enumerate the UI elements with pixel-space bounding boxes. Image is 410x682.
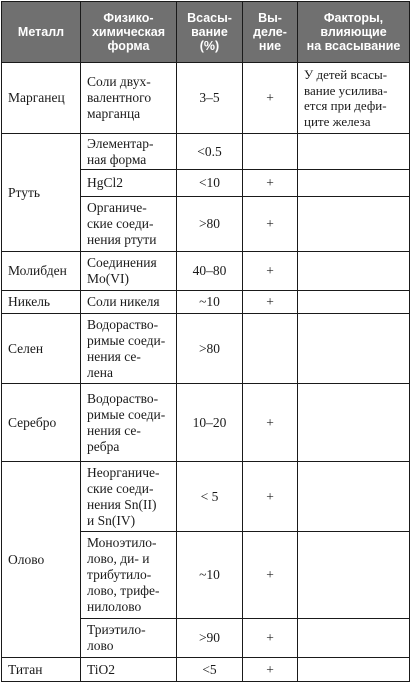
form-line: валентного xyxy=(87,90,152,105)
table-row xyxy=(2,134,410,170)
absorption-cell: ~10 xyxy=(177,532,243,619)
factor-line: ется при дефи- xyxy=(304,98,387,113)
form-cell xyxy=(81,134,177,170)
form-line: римые соеди- xyxy=(87,332,166,348)
factors-cell xyxy=(298,619,410,658)
header-absorption xyxy=(177,2,243,63)
form-cell xyxy=(81,252,177,291)
factors-cell xyxy=(298,134,410,170)
excretion-cell: + xyxy=(243,462,298,532)
form-line: лово xyxy=(87,638,114,653)
factor-line: вание усилива- xyxy=(304,82,388,98)
metal-cell: Ртуть xyxy=(2,134,81,252)
header-line: на всасывание xyxy=(306,39,401,53)
form-cell xyxy=(81,532,177,619)
form-line: ские соеди- xyxy=(87,216,154,231)
metal-cell: Никель xyxy=(2,291,81,314)
form-cell xyxy=(81,658,177,682)
excretion-cell: + xyxy=(243,658,298,682)
factors-cell xyxy=(298,170,410,197)
metal-cell: Титан xyxy=(2,658,81,682)
table-row xyxy=(2,658,410,682)
form-line: ребра xyxy=(87,438,120,454)
metals-absorption-table xyxy=(1,1,410,682)
form-line: Соли никеля xyxy=(87,294,160,309)
absorption-cell: 10–20 xyxy=(177,384,243,462)
header-excretion xyxy=(243,2,298,63)
absorption-cell: <10 xyxy=(177,170,243,197)
excretion-cell: + xyxy=(243,63,298,134)
absorption-cell: >90 xyxy=(177,619,243,658)
absorption-cell: <5 xyxy=(177,658,243,682)
absorption-cell: < 5 xyxy=(177,462,243,532)
form-line: Соли двух- xyxy=(87,74,151,89)
header-factors xyxy=(298,2,410,63)
form-line: Триэтило- xyxy=(87,622,146,637)
header-line: химическая xyxy=(91,25,166,39)
form-line: HgCl2 xyxy=(87,175,124,190)
form-line: Органиче- xyxy=(87,200,147,215)
header-line: Всасы- xyxy=(187,11,232,25)
factors-cell xyxy=(298,532,410,619)
form-line: Неорганиче- xyxy=(87,464,160,480)
form-line: ские соеди- xyxy=(87,480,154,496)
excretion-cell: + xyxy=(243,252,298,291)
form-line: лена xyxy=(87,364,113,380)
metal-cell: Марганец xyxy=(2,63,81,134)
form-line: Элементар- xyxy=(87,135,154,151)
absorption-cell: 40–80 xyxy=(177,252,243,291)
table-row xyxy=(2,291,410,314)
excretion-cell: + xyxy=(243,170,298,197)
excretion-cell xyxy=(243,134,298,170)
form-line: TiO2 xyxy=(87,661,116,677)
absorption-cell: ~10 xyxy=(177,291,243,314)
header-line: влияющие xyxy=(320,25,387,39)
factors-cell xyxy=(298,314,410,384)
header-line: ние xyxy=(258,39,282,53)
excretion-cell: + xyxy=(243,291,298,314)
form-line: трибутило- xyxy=(87,567,152,582)
form-cell xyxy=(81,384,177,462)
table-row xyxy=(2,384,410,462)
form-line: и Sn(IV) xyxy=(87,512,136,528)
header-line: Вы- xyxy=(258,11,282,25)
header-form xyxy=(81,2,177,63)
form-line: лово, трифе- xyxy=(87,583,160,598)
form-line: Водораство- xyxy=(87,316,159,332)
table-row xyxy=(2,462,410,532)
header-line: вание xyxy=(191,25,228,39)
form-line: лово, ди- и xyxy=(87,551,150,566)
form-line: нения ртути xyxy=(87,232,157,247)
form-line: римые соеди- xyxy=(87,406,166,422)
excretion-cell: + xyxy=(243,384,298,462)
metal-cell: Олово xyxy=(2,462,81,658)
header-metal xyxy=(2,2,81,63)
excretion-cell: + xyxy=(243,619,298,658)
header-line: (%) xyxy=(199,39,220,53)
absorption-cell: <0.5 xyxy=(177,134,243,170)
form-cell xyxy=(81,462,177,532)
factors-cell xyxy=(298,252,410,291)
metal-cell: Селен xyxy=(2,314,81,384)
factors-cell xyxy=(298,462,410,532)
absorption-cell: >80 xyxy=(177,197,243,252)
excretion-cell: + xyxy=(243,197,298,252)
form-line: нения се- xyxy=(87,422,141,438)
header-line: форма xyxy=(107,39,150,53)
metal-cell: Молибден xyxy=(2,252,81,291)
excretion-cell xyxy=(243,314,298,384)
table-header-row xyxy=(2,2,410,63)
form-line: Mo(VI) xyxy=(87,271,129,286)
form-cell xyxy=(81,314,177,384)
factor-line: ците железа xyxy=(304,113,371,129)
form-line: Соединения xyxy=(87,255,157,270)
form-cell xyxy=(81,619,177,658)
absorption-cell: 3–5 xyxy=(177,63,243,134)
table-row xyxy=(2,252,410,291)
form-cell xyxy=(81,197,177,252)
form-cell xyxy=(81,291,177,314)
table-row xyxy=(2,63,410,134)
table-row xyxy=(2,314,410,384)
header-line: Физико- xyxy=(103,11,154,25)
form-line: Водораство- xyxy=(87,390,159,406)
factors-cell xyxy=(298,658,410,682)
form-line: ная форма xyxy=(87,151,147,167)
header-line: деле- xyxy=(253,25,287,39)
form-line: нилолово xyxy=(87,599,142,614)
factor-line: У детей всасы- xyxy=(304,67,388,82)
form-cell xyxy=(81,63,177,134)
header-line: Металл xyxy=(17,25,65,39)
form-line: нения се- xyxy=(87,348,141,364)
header-line: Факторы, xyxy=(323,11,384,25)
form-line: Моноэтило- xyxy=(87,535,157,550)
form-cell xyxy=(81,170,177,197)
form-line: нения Sn(II) xyxy=(87,496,157,512)
excretion-cell: + xyxy=(243,532,298,619)
factors-cell xyxy=(298,63,410,134)
metal-cell: Серебро xyxy=(2,384,81,462)
form-line: марганца xyxy=(87,106,141,121)
absorption-cell: >80 xyxy=(177,314,243,384)
factors-cell xyxy=(298,197,410,252)
factors-cell xyxy=(298,291,410,314)
factors-cell xyxy=(298,384,410,462)
